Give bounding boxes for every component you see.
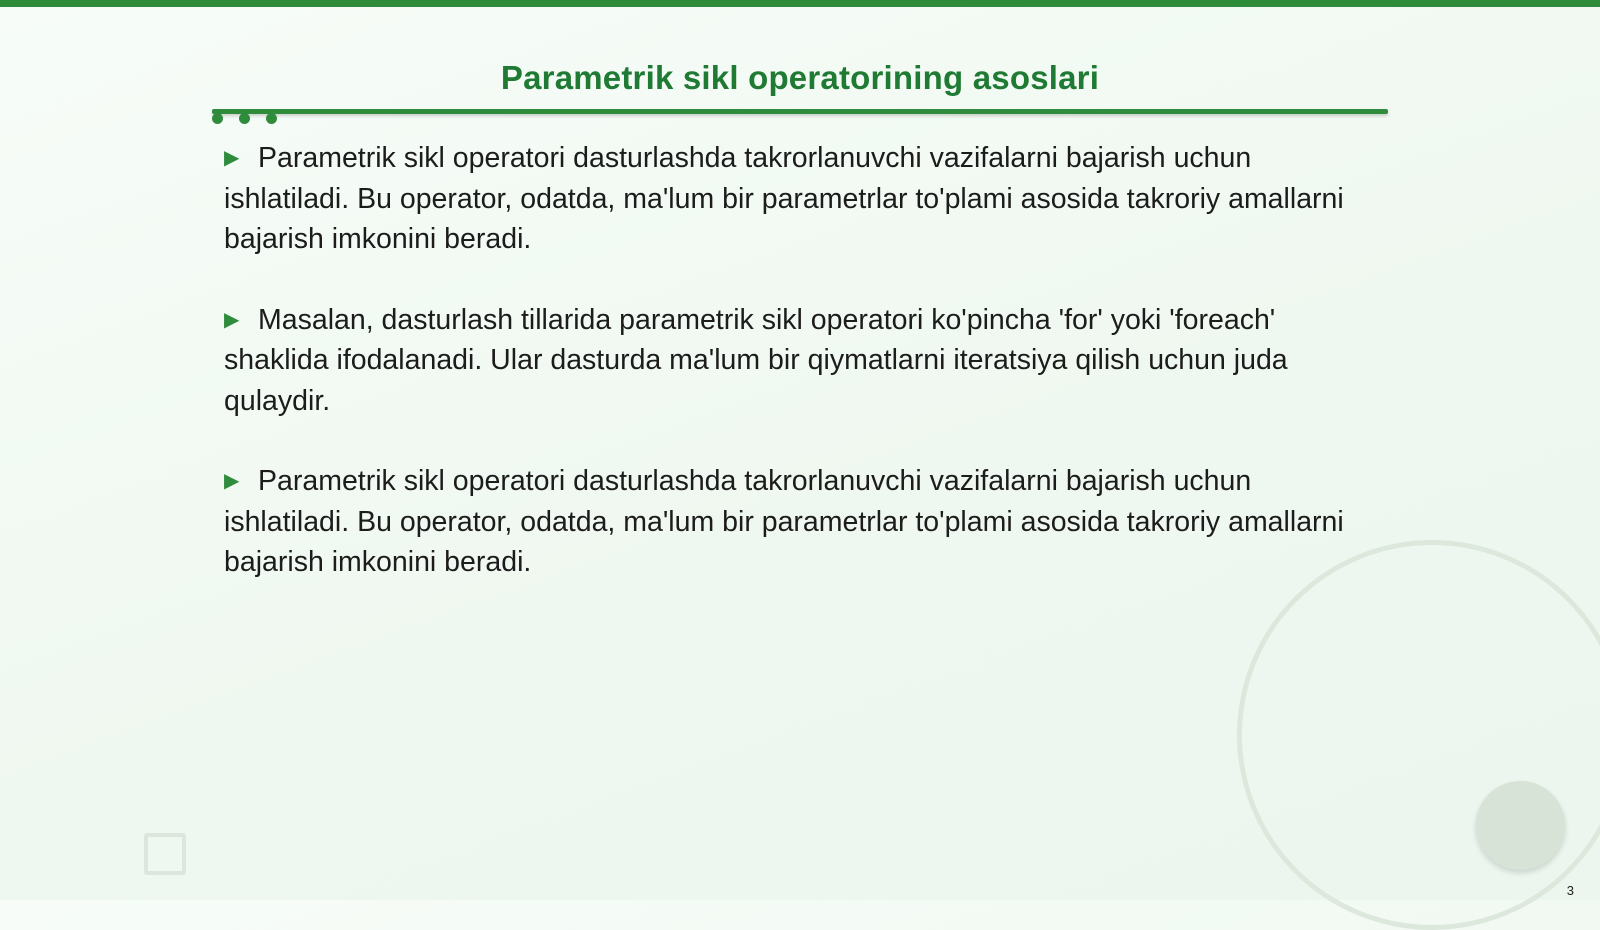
title-underline-dots [212,113,277,124]
bullet-text: Parametrik sikl operatori dasturlashda takrorlanuvchi vazifalarni bajarish uchun ishlatiladi. Bu operator, odatda, ma'lum bir parametrlar to'plami asosida takroriy amallarni bajarish imkonini beradi. [224,142,1344,255]
arrow-bullet-icon: ▶ [224,308,240,331]
bullet-item-3 [224,461,1384,583]
arrow-bullet-icon: ▶ [224,470,240,492]
slide-title: Parametrik sikl operatorining asoslari [500,59,1100,96]
bullet-list [224,138,1384,623]
bullet-item-2 [224,300,1384,422]
bullet-text: Masalan, dasturlash tillarida parametrik sikl operatori ko'pincha 'for' yoki 'foreach' shaklida ifodalanadi. Ular dasturda ma'lum bir qiymatlarni iteratsiya qilish uchun juda qulaydir. [224,303,1288,417]
slide-number: 3 [1566,883,1574,898]
arrow-bullet-icon: ▶ [224,147,240,169]
bullet-text: Parametrik sikl operatori dasturlashda takrorlanuvchi vazifalarni bajarish uchun ishlatiladi. Bu operator, odatda, ma'lum bir parametrlar to'plami asosida takroriy amallarni bajarish imkonini beradi. [224,465,1344,578]
decorative-circle [1476,781,1565,870]
bullet-item-1 [224,138,1384,260]
top-accent-bar [0,0,1600,7]
decor-dot [266,113,277,124]
decorative-ring [1237,540,1600,930]
decor-dot [212,113,223,124]
decor-dot [239,113,250,124]
title-underline [212,109,1388,114]
decorative-square [144,833,186,875]
